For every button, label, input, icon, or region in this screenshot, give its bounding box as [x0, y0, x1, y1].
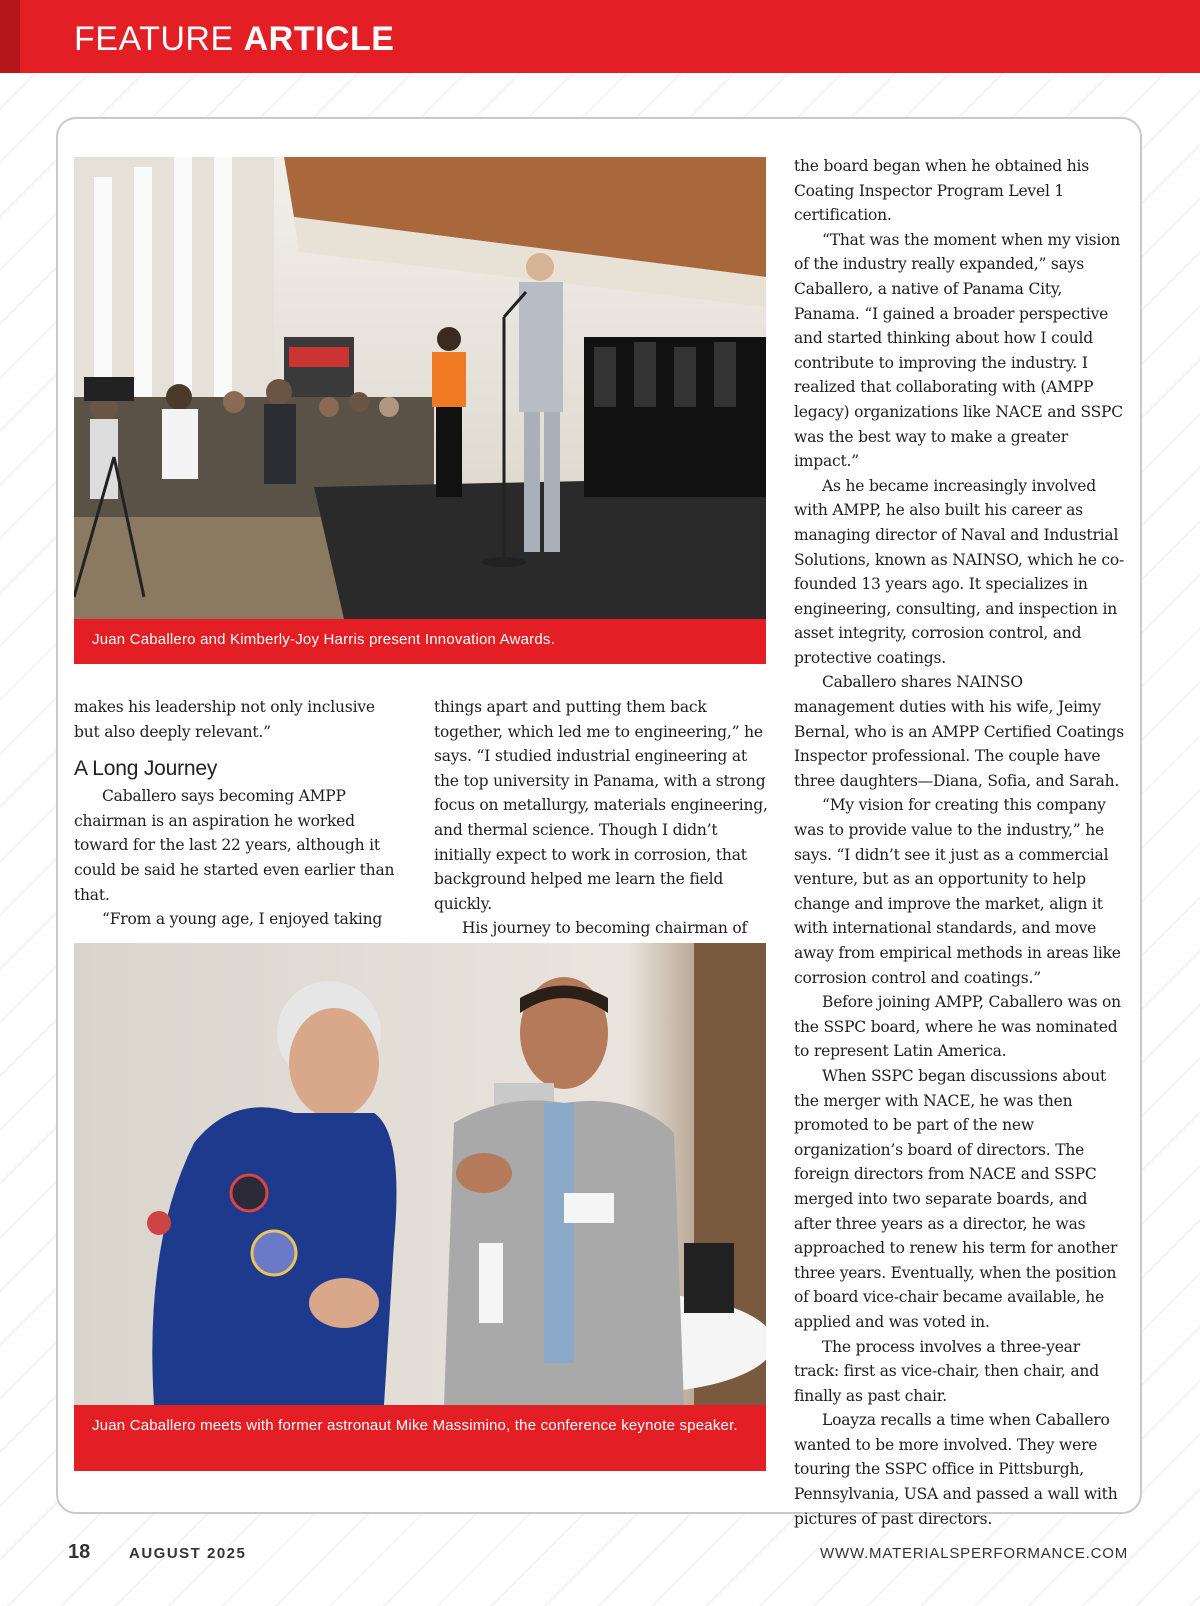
- awards-stage-photo-icon: [74, 157, 766, 619]
- col2-paragraph-1: things apart and putting them back together, which led me to engineering,” he says. “I studied industrial engineering at the top university in Panama, with a strong focus on metallurgy, materials engineering, and thermal science. Though I didn’t initially expect to work in corrosion, that background helped me learn the field quickly.: [434, 698, 768, 913]
- col3-paragraph-9: Loayza recalls a time when Caballero wanted to be more involved. They were touring the SSPC office in Pittsburgh, Pennsylvania, USA and passed a wall with pictures of past directors.: [794, 1411, 1118, 1528]
- astronaut-meeting-photo-icon: [74, 943, 766, 1405]
- website-link[interactable]: WWW.MATERIALSPERFORMANCE.COM: [820, 1545, 1128, 1562]
- subhead-long-journey: A Long Journey: [74, 757, 218, 781]
- col1-paragraph-1: makes his leadership not only inclusive but also deeply relevant.”: [74, 698, 375, 741]
- column-1: [74, 695, 404, 932]
- col1-paragraph-3: “From a young age, I enjoyed taking: [102, 910, 383, 929]
- issue-date: AUGUST 2025: [129, 1545, 247, 1562]
- section-title-light: FEATURE: [74, 20, 234, 58]
- page-number: 18: [68, 1541, 91, 1563]
- col3-paragraph-3: As he became increasingly involved with AMPP, he also built his career as managing director of Naval and Industrial Solutions, known as NAINSO, which he co-founded 13 years ago. It specializes in engineering, consulting, and inspection in asset integrity, corrosion control, and protective coatings.: [794, 476, 1125, 667]
- photo-astronaut: [74, 943, 766, 1405]
- col1-paragraph-2: Caballero says becoming AMPP chairman is an aspiration he worked toward for the last 22 years, although it could be said he started even earlier than that.: [74, 787, 395, 904]
- col3-paragraph-1: the board began when he obtained his Coating Inspector Program Level 1 certification.: [794, 157, 1090, 225]
- col3-paragraph-7: When SSPC began discussions about the merger with NACE, he was then promoted to be part of the new organization’s board of directors. The foreign directors from NACE and SSPC merged into two separate boards, and after three years as a director, he was approached to renew his term for another three years. Eventually, when the position of board vice-chair became available, he applied and was voted in.: [794, 1066, 1118, 1331]
- column-3: [794, 154, 1126, 1531]
- col3-paragraph-5: “My vision for creating this company was to provide value to the industry,” he says. “I didn’t see it just as a commercial venture, but as an opportunity to help change and improve the market, align it with international standards, and move away from empirical methods in areas like corrosion control and coatings.”: [794, 796, 1121, 987]
- header-bar: [0, 0, 1200, 73]
- col3-paragraph-8: The process involves a three-year track: first as vice-chair, then chair, and finally as past chair.: [794, 1337, 1099, 1405]
- col2-paragraph-2: His journey to becoming chairman of: [462, 919, 747, 938]
- col3-paragraph-6: Before joining AMPP, Caballero was on the SSPC board, where he was nominated to represent Latin America.: [794, 993, 1121, 1061]
- photo-caption-astronaut: Juan Caballero meets with former astronaut Mike Massimino, the conference keynote speaker.: [74, 1405, 766, 1471]
- section-title-bold: ARTICLE: [243, 20, 395, 58]
- photo-caption-awards: Juan Caballero and Kimberly-Joy Harris present Innovation Awards.: [74, 619, 766, 664]
- section-title: [74, 22, 394, 56]
- column-2: [434, 695, 768, 941]
- header-accent-stub: [0, 0, 20, 73]
- col3-paragraph-4: Caballero shares NAINSO management duties with his wife, Jeimy Bernal, who is an AMPP Certified Coatings Inspector professional. The couple have three daughters—Diana, Sofia, and Sarah.: [794, 673, 1124, 790]
- photo-awards: [74, 157, 766, 619]
- col3-paragraph-2: “That was the moment when my vision of the industry really expanded,” says Caballero, a native of Panama City, Panama. “I gained a broader perspective and started thinking about how I could contribute to improving the industry. I realized that collaborating with (AMPP legacy) organizations like NACE and SSPC was the best way to make a greater impact.”: [794, 230, 1123, 471]
